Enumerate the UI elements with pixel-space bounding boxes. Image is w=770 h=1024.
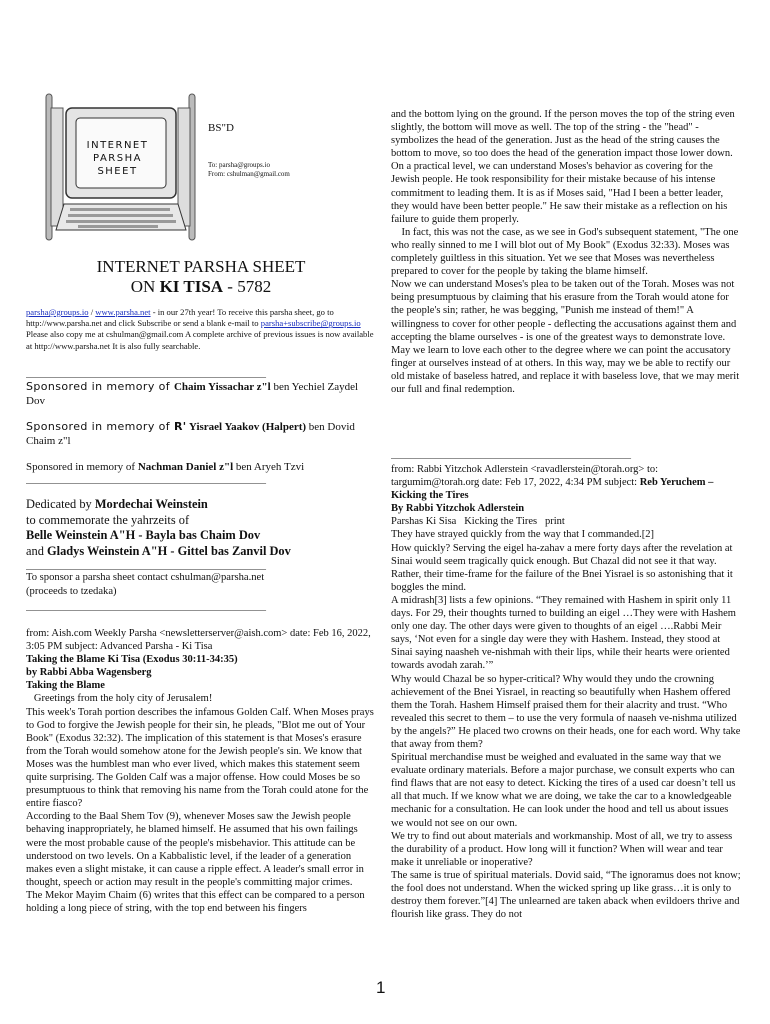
article-1-subtitle xyxy=(26,679,376,692)
article-1-meta: from: Aish.com Weekly Parsha <newsletterserver@aish.com> date: Feb 16, 2022, 3:05 PM subject: Advanced Parsha - Ki Tisa xyxy=(26,628,371,653)
intro-text-1: - in our 27th year! To receive this parsha sheet, go to http://www.parsha.net and click Subscribe or send a blank e-mail to xyxy=(26,307,334,329)
logo-line-3: SHEET xyxy=(97,166,138,177)
article-2-para-6: We try to find out about materials and workmanship. Most of all, we try to assess the durability of a product. How long will it function? When will wear and tear make it unreliable or inoperative? xyxy=(391,830,733,868)
article-1-para-6: On a practical level, we can understand Moses's behavior as covering for the Jewish people. He took responsibility for their mistake because of his intense commitment to leading them. It is as if Moses said, "Had I been a better leader, they would have been better people." He saw their mistake as a reflection on his failure to guide them properly. xyxy=(391,161,728,225)
article-1-title-text: Taking the Blame Ki Tisa (Exodus 30:11-34:35) xyxy=(26,654,238,666)
article-2-para-2: How quickly? Serving the eigel ha-zahav a mere forty days after the revelation at Sinai would seem tragically quick enough. But Chazal did not see it that way. Rather, their time-frame for the failure of the Bnei Yisrael is so astonishing that it boggles the mind. xyxy=(391,542,733,593)
sponsor-2 xyxy=(26,420,376,448)
email-addresses xyxy=(208,161,290,179)
sponsor-2-name: Yisrael Yaakov (Halpert) xyxy=(186,421,307,433)
dedication-line-3 xyxy=(26,528,376,544)
intro-slash: / xyxy=(88,307,96,317)
article-2-para-1: They have strayed quickly from the way that I commanded.[2] xyxy=(391,529,654,541)
sponsor-1-suffix: ben Yechiel Zaydel Dov xyxy=(26,381,359,407)
article-2-para-5: Spiritual merchandise must be weighed and evaluated in the same way that we evaluate ordinary materials. Before a major purchase, we consult experts who can find flaws that are not easy to detect. Kicking the tires of a used car doesn’t tell us all that much. If we know what we are doing, we take the car to a knowledgeable mechanic for a consultation. He can look under the hood and tell us about issues we would not see on our own. xyxy=(391,752,736,829)
bsd-label: BS"D xyxy=(208,122,234,134)
sponsor-2-title: R' xyxy=(173,420,187,433)
article-1-para-9: May we learn to love each other to the degree where we can point the accusatory finger at ourselves instead of at others. In this way, may we be able to rectify our old mistake of baseless hatred, and replace it with baseless love, that we may merit our full and final redemption. xyxy=(391,344,740,395)
dedication-line-4 xyxy=(26,544,376,560)
dedication-line-2: to commemorate the yahrzeits of xyxy=(26,512,190,527)
sponsor-3-suffix: ben Aryeh Tzvi xyxy=(233,461,305,473)
title-year: - 5782 xyxy=(223,277,272,296)
article-1-para-2: This week's Torah portion describes the infamous Golden Calf. When Moses prays to God to forgive the Jewish people for their sin, he pleads, "Blot me out of Your Book" (Exodus 32:32). The implication of this statement is that Moses's erasure from the Torah would somehow atone for the Jewish people's sin. We know that Moses was the humblest man who ever lived, which makes this statement seem quite surprising. The Golden Calf was a major offense. How could Moses be so presumptuous to think that removing his name from the Torah could atone for the entire fiasco? xyxy=(26,706,374,810)
article-2 xyxy=(391,463,743,921)
separator-4: ________________________________________________ xyxy=(26,602,266,612)
sponsor-contact xyxy=(26,571,376,599)
dedicatee-1: Belle Weinstein A"H - Bayla bas Chaim Dov xyxy=(26,528,261,542)
intro-paragraph xyxy=(26,307,376,352)
parsha-groups-link[interactable]: parsha@groups.io xyxy=(26,307,89,317)
dedicator-name: Mordechai Weinstein xyxy=(94,497,208,511)
article-2-para-7: The same is true of spiritual materials. Dovid said, “The ignoramus does not know; the fool does not understand. When the wicked spring up like grass…it is only to destroy them forever.”[4] The unlearned are taken aback when evildoers thrive and flourish like grass. They do not xyxy=(391,869,741,921)
article-2-breadcrumb: Parshas Ki Sisa Kicking the Tires print xyxy=(391,516,565,528)
title-line-1: INTERNET PARSHA SHEET xyxy=(96,257,306,276)
parsha-net-link[interactable]: www.parsha.net xyxy=(95,307,151,317)
article-2-meta-text: from: Rabbi Yitzchok Adlerstein <ravadlerstein@torah.org> to: targumim@torah.org date: Feb 17, 2022, 4:34 PM subject: xyxy=(391,464,659,489)
article-1-subtitle-text: Taking the Blame xyxy=(26,680,105,692)
logo-line-1: INTERNET xyxy=(86,140,149,151)
dedicatee-2: Gladys Weinstein A"H - Gittel bas Zanvil Dov xyxy=(47,543,291,558)
article-2-para-4: Why would Chazal be so hyper-critical? Why would they undo the crowning achievement of the Bnei Yisrael, in reacting so beautifully when Hashem offered them the Torah. Hashem Himself praised them for their alacrity and trust. “Who revealed this secret to them – to use the very formula of naaseh ve-nishma utilized by the angels?” He placed two crowns on their heads, one for each word. Why take that away from them? xyxy=(391,673,741,750)
sponsor-3 xyxy=(26,460,376,474)
sponsor-1 xyxy=(26,380,376,408)
page-title xyxy=(26,257,376,297)
article-1-continued xyxy=(391,108,743,396)
article-1-para-7: In fact, this was not the case, as we see in God's subsequent statement, "The one who really sinned to me I will blot out of My Book" (Exodus 32:33). Moses was completely guiltless in this situation. Yet we see that Moses was nevertheless prepared to cover for the people by taking the blame himself. xyxy=(391,226,741,278)
dedication-line-1 xyxy=(26,497,376,513)
separator-2: ________________________________________________ xyxy=(26,475,266,485)
to-line: To: parsha@groups.io xyxy=(208,161,270,169)
article-2-author xyxy=(391,502,743,515)
separator-3: ________________________________________________ xyxy=(26,561,266,571)
dedication-and: and xyxy=(26,543,47,558)
subscribe-link[interactable]: parsha+subscribe@groups.io xyxy=(260,318,361,329)
dedication-prefix: Dedicated by xyxy=(26,497,95,511)
article-1-para-5: and the bottom lying on the ground. If the person moves the top of the string even slightly, the bottom will move as well. The top of the string - the "head" - symbolizes the head of the generation. Just as the head of the string causes the bottom to move, so too does the head of the generation impact those lower down. xyxy=(391,109,735,160)
title-parsha-name: KI TISA xyxy=(159,277,224,296)
article-1-left xyxy=(26,627,376,915)
page-number: 1 xyxy=(376,978,386,997)
sponsor-3-name: Nachman Daniel z"l xyxy=(137,461,234,473)
logo-text xyxy=(70,139,165,178)
article-1-title xyxy=(26,653,376,666)
article-2-title-text: Kicking the Tires xyxy=(391,490,469,502)
article-1-para-4: The Mekor Mayim Chaim (6) writes that this effect can be compared to a person holding a long piece of string, with the top end between his fingers xyxy=(26,889,365,914)
sponsor-contact-line-2: (proceeds to tzedaka) xyxy=(26,586,117,597)
article-2-author-text: By Rabbi Yitzchok Adlerstein xyxy=(391,503,525,515)
article-1-author xyxy=(26,666,376,679)
intro-text-2: Please also copy me at cshulman@gmail.com A complete archive of previous issues is now available at http://www.parsha.net It is also fully searchable. xyxy=(26,329,374,351)
sponsor-3-prefix: Sponsored in memory of xyxy=(26,461,138,473)
dedication xyxy=(26,497,376,559)
title-prefix: ON xyxy=(130,277,160,296)
article-1-para-8: Now we can understand Moses's plea to be taken out of the Torah. Moses was not being presumptuous by claiming that his erasure from the Torah would atone for the people's sin; rather, he was begging, "Punish me instead of them!" A willingness to cover for other people - deflecting the accusations against them and accepting the blame ourselves - is one of the greatest ways to demonstrate love. xyxy=(391,279,737,343)
separator-1: ________________________________________________ xyxy=(26,369,266,379)
article-2-title xyxy=(391,489,743,502)
article-1-para-3: According to the Baal Shem Tov (9), whenever Moses saw the Jewish people behaving inappropriately, he blamed himself. He assumed that his own failings were the most probable cause of the people's misbehavior. This attitude can be understood on two levels. On a Kabbalistic level, if the leader of a generation makes even a slight mistake, it can cause a ripple effect. A leader's small error in thought, speech or action may result in the people's committing major crimes. xyxy=(26,811,364,888)
sponsor-2-prefix: Sponsored in memory of xyxy=(26,420,174,433)
sponsor-1-prefix: Sponsored in memory of xyxy=(26,380,174,393)
sponsor-2-suffix: ben Dovid Chaim z"l xyxy=(26,421,355,447)
title-line-2 xyxy=(26,277,376,297)
logo-line-2: PARSHA xyxy=(93,153,142,164)
article-2-meta xyxy=(391,463,743,489)
article-1-para-1: Greetings from the holy city of Jerusalem! xyxy=(26,693,213,705)
article-2-meta-subject: Reb Yeruchem – xyxy=(639,477,714,489)
article-1-author-text: by Rabbi Abba Wagensberg xyxy=(26,667,152,679)
separator-5: ________________________________________________ xyxy=(391,450,631,460)
sponsor-1-name: Chaim Yissachar z"l xyxy=(173,381,271,393)
article-2-para-3: A midrash[3] lists a few opinions. “They remained with Hashem in spirit only 11 days. For 29, their thoughts turned to building an eigel …They were with Hashem only one day. The other days were given to thoughts of an eigel ….Rabbi Meir says, ‘Not even for a single day were they with Hashem. Instead, they stood at Sinai saying naasheh ve-nishmah with their lips, while their hearts were oriented towards avodah zarah.’” xyxy=(391,594,736,672)
sponsor-contact-line-1: To sponsor a parsha sheet contact cshulman@parsha.net xyxy=(26,572,265,583)
from-line: From: cshulman@gmail.com xyxy=(208,170,290,178)
